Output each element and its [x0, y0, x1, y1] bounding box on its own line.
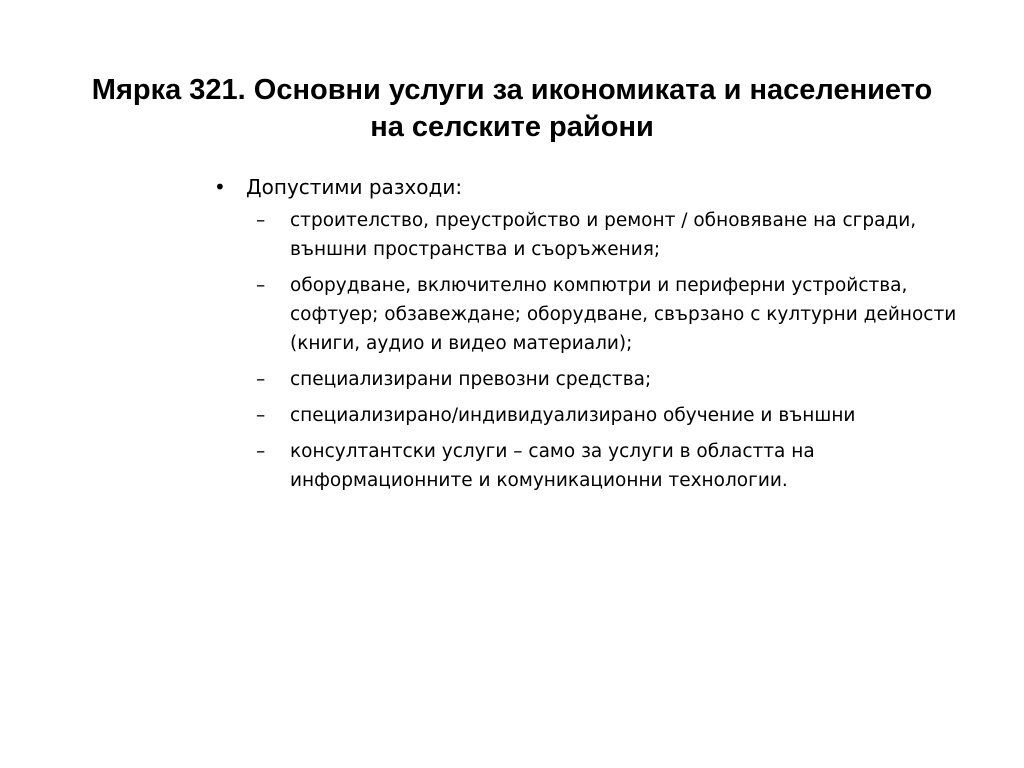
sub-bullet-item: [256, 365, 994, 394]
sub-bullet-item: [256, 401, 994, 430]
sub-bullet-item: [256, 271, 994, 358]
dash-icon: –: [256, 405, 266, 426]
slide-title: [0, 72, 1024, 146]
bullet-icon: •: [214, 175, 226, 199]
sub-bullet-text: строителство, преустройство и ремонт / обновяване на сгради, външни пространства и съоръжения;: [290, 210, 917, 260]
bullet-item: [214, 172, 994, 202]
dash-icon: –: [256, 210, 266, 231]
sub-bullet-text: консултантски услуги – само за услуги в областта на информационните и комуникационни технологии.: [290, 441, 815, 491]
sub-bullet-text: специализирано/индивидуализирано обучение и външни: [290, 405, 856, 426]
sub-bullet-text: специализирани превозни средства;: [290, 369, 652, 390]
dash-icon: –: [256, 275, 266, 296]
sub-bullet-item: [256, 437, 994, 495]
dash-icon: –: [256, 441, 266, 462]
slide-body: [214, 172, 994, 502]
slide-title-line-2: на селските райони: [370, 111, 654, 143]
sub-bullet-item: [256, 206, 994, 264]
slide-title-line-1: Мярка 321. Основни услуги за икономиката и населението: [91, 74, 933, 106]
bullet-text: Допустими разходи:: [246, 175, 463, 199]
sub-bullet-text: оборудване, включително компютри и периферни устройства, софтуер; обзавеждане; оборудване, свързано с културни дейности (книги, аудио и видео материали);: [290, 275, 957, 354]
dash-icon: –: [256, 369, 266, 390]
sub-bullet-list: [214, 206, 994, 495]
